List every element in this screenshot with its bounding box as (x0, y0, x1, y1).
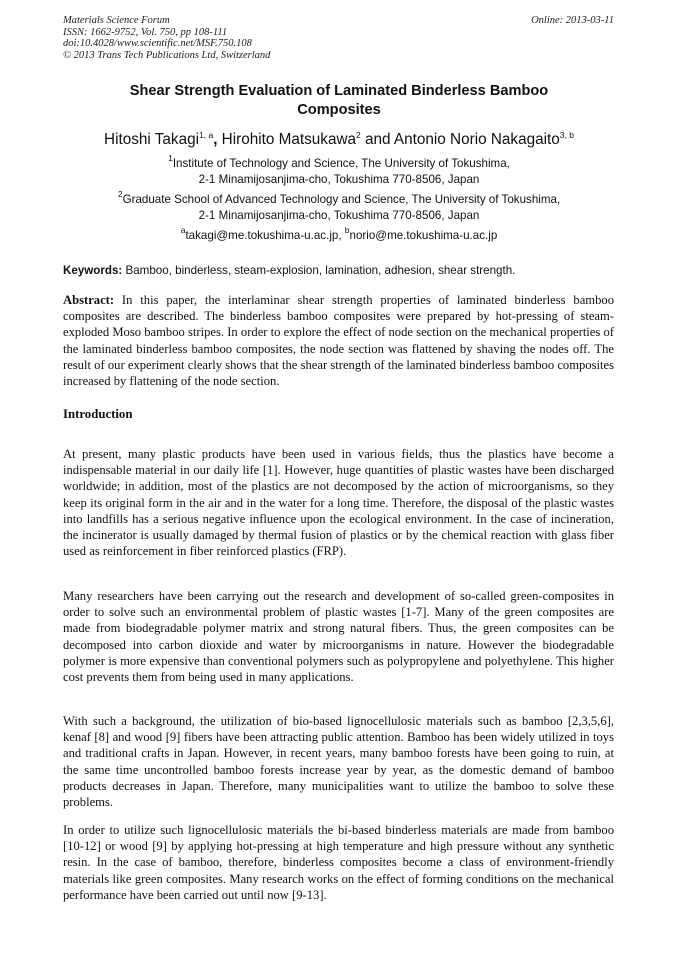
online-date: Online: 2013-03-11 (531, 15, 614, 26)
affiliation-2-sup: 2 (117, 189, 123, 199)
email-b: norio@me.tokushima-u.ac.jp (349, 229, 498, 242)
affiliation-1-line-1: Institute of Technology and Science, The University of Tokushima, (172, 157, 510, 170)
title-line-1: Shear Strength Evaluation of Laminated Binderless Bamboo (129, 83, 549, 99)
email-b-sup: b (344, 225, 350, 235)
keywords-text: Bamboo, binderless, steam-explosion, lamination, adhesion, shear strength. (122, 264, 516, 277)
intro-paragraph-1: At present, many plastic products have been used in various fields, thus the plastics have become a indispensable material in our daily life [1]. However, huge quantities of plastic wastes have been discharged worldwide; in addition, most of the plastics are not decomposed by the action of microorganisms, so they keep its original form in the air and in the water for a long time. Therefore, the disposal of the plastic wastes into landfills has a serious negative influence upon the ecological environment. In the case of incineration, the incinerator is usually damaged by thermal fusion of plastics or by the chemical reaction with glass fiber used as reinforcement in fiber reinforced plastics (FRP). (63, 447, 614, 559)
affiliation-1-line-2: 2-1 Minamijosanjima-cho, Tokushima 770-8506, Japan (198, 173, 480, 186)
author-list (63, 130, 615, 150)
affiliation-1 (63, 153, 615, 188)
copyright-line: © 2013 Trans Tech Publications Ltd, Switzerland (63, 49, 271, 61)
intro-paragraph-2: Many researchers have been carrying out the research and development of so-called green-composites in order to solve such an environmental problem of plastic wastes [1-7]. Many of the green composites are made from biodegradable polymer matrix and strong natural fibers. Thus, the green composites can be decomposed into carbon dioxide and water by microorganisms in nature. However the biodegradable polymer is more expensive than conventional polymers such as polypropylene and polyethylene. This higher cost prevents them from being used in many applications. (63, 589, 614, 685)
intro-paragraph-3: With such a background, the utilization of bio-based lignocellulosic materials such as bamboo [2,3,5,6], kenaf [8] and wood [9] fibers have been attracting public attention. Bamboo has been widely utilized in toys and traditional crafts in Japan. However, in recent years, many bamboo forests have been going to ruin, at the same time uncontrolled bamboo forests increase year by year, as the domestic demand of bamboo products decreases in Japan. Therefore, many municipalities want to utilize the bamboo to solve these problems. (63, 714, 614, 810)
journal-header (63, 15, 270, 61)
author-separator: , (213, 131, 218, 148)
keywords (63, 263, 615, 278)
doi-line: doi:10.4028/www.scientific.net/MSF.750.108 (63, 38, 252, 49)
author-2-name: Hirohito Matsukawa (217, 131, 357, 148)
author-3-sup: 3, b (559, 130, 574, 140)
abstract (63, 292, 614, 389)
paper-title (63, 82, 615, 120)
section-heading-introduction: Introduction (63, 407, 133, 421)
author-3-name: and Antonio Norio Nakagaito (360, 131, 560, 148)
keywords-label: Keywords: (63, 264, 123, 277)
affiliation-2-line-2: 2-1 Minamijosanjima-cho, Tokushima 770-8506, Japan (198, 209, 480, 222)
email-a-sup: a (180, 225, 186, 235)
title-line-2: Composites (297, 102, 381, 118)
author-1-name: Hitoshi Takagi (104, 131, 199, 148)
email-line (63, 225, 615, 244)
affiliation-2-line-1: Graduate School of Advanced Technology and Science, The University of Tokushima, (122, 193, 561, 206)
journal-name: Materials Science Forum (63, 15, 170, 26)
email-a: takagi@me.tokushima-u.ac.jp, (185, 229, 345, 242)
author-2-sup: 2 (356, 130, 361, 140)
affiliation-1-sup: 1 (168, 153, 173, 163)
affiliation-2 (63, 189, 615, 224)
intro-paragraph-4: In order to utilize such lignocellulosic materials the bi-based binderless materials are made from bamboo [10-12] or wood [9] by applying hot-pressing at high temperature and high pressure without any synthetic resin. In the case of bamboo, therefore, binderless composites become a class of environment-friendly materials like green composites. Many research works on the effect of forming conditions on the mechanical performance have been carried out until now [9-13]. (63, 823, 614, 902)
issn-line: ISSN: 1662-9752, Vol. 750, pp 108-111 (63, 26, 228, 38)
author-1-sup: 1, a (199, 130, 214, 140)
abstract-text: In this paper, the interlaminar shear strength properties of laminated binderless bamboo composites are described. The binderless bamboo composites were prepared by hot-pressing of steam-exploded Moso bamboo stripes. In order to explore the effect of node section on the mechanical properties of the laminated binderless bamboo composites, the node section was flattened by shaving the nodes off. The result of our experiment clearly shows that the shear strength of the laminated binderless bamboo composites increased by flattening of the node section. (63, 293, 614, 389)
abstract-label: Abstract: (63, 293, 115, 307)
